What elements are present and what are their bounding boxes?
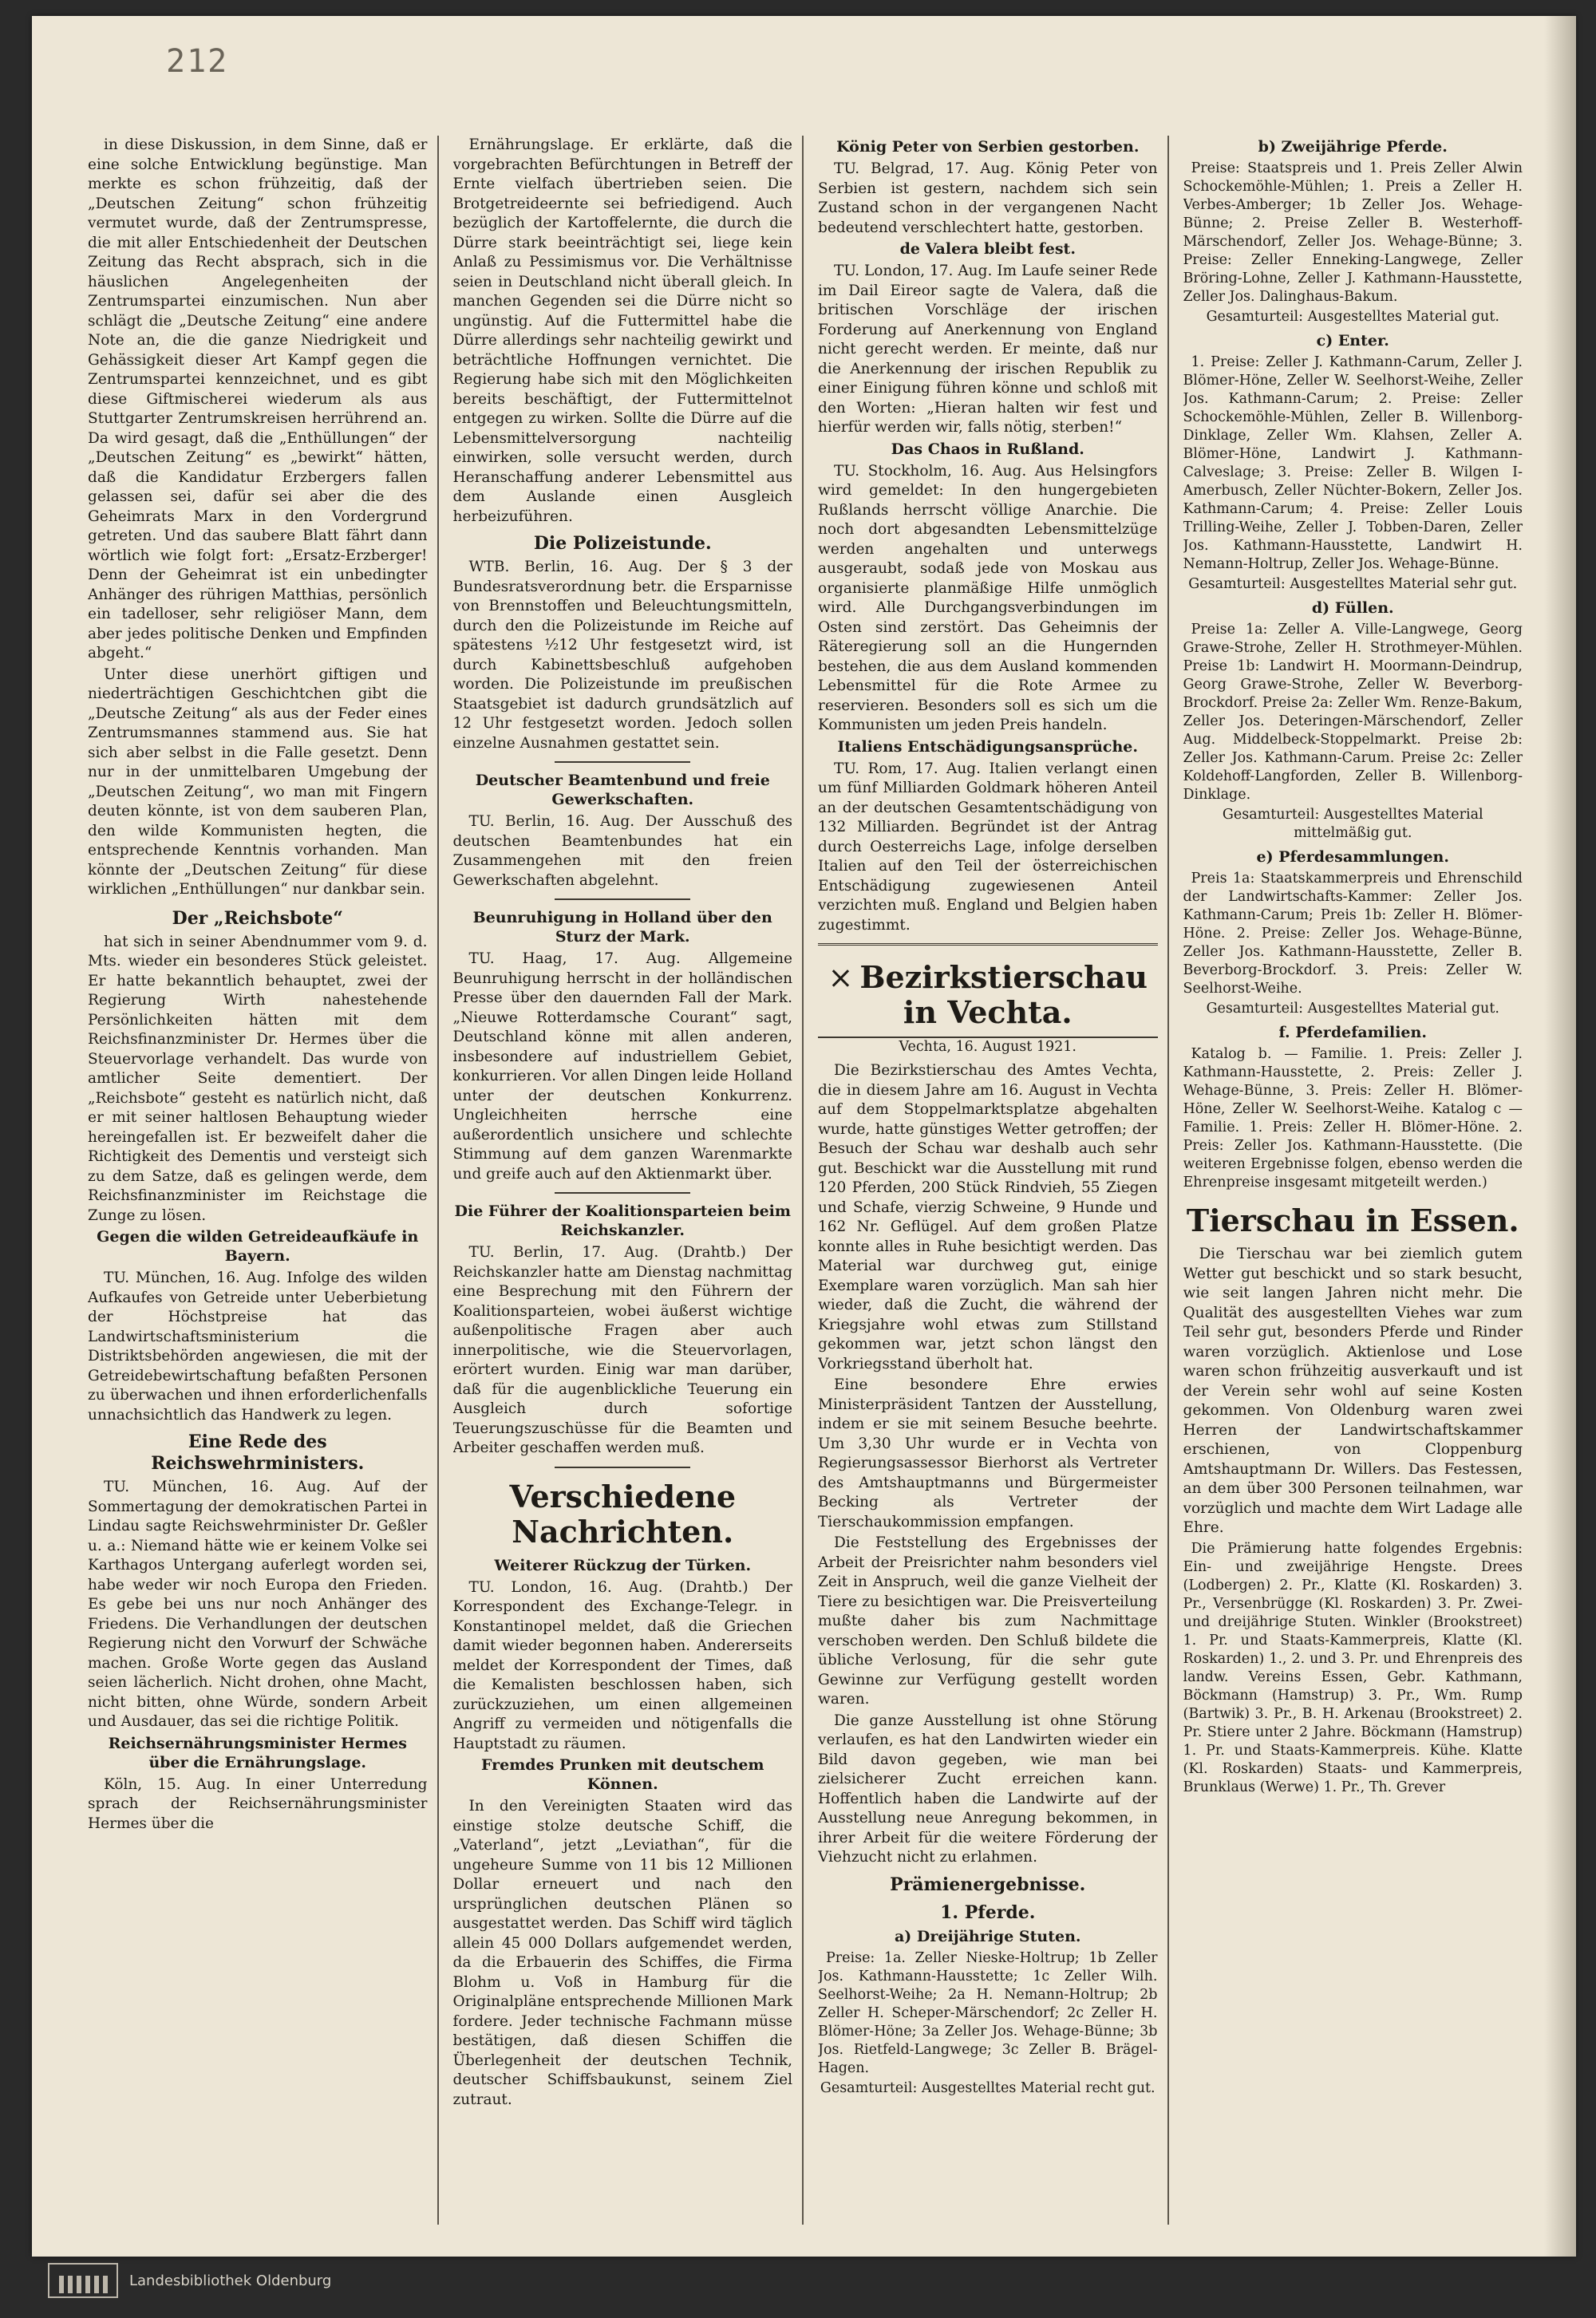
column-1 bbox=[88, 136, 439, 2225]
paragraph: Köln, 15. Aug. In einer Unterredung sprach der Reichsernährungsminister Hermes über die bbox=[88, 1775, 428, 1832]
result-list: 1. Preise: Zeller J. Kathmann-Carum, Zeller J. Blömer-Höne, Zeller W. Seelhorst-Weihe, Zeller Jos. Kathmann-Carum; 2. Preise: Zeller Schockemöhle-Mühlen, Zeller B. Willenborg-Dinklage, Zeller Wm. Klahsen, Zeller A. Blömer-Höne, Landwirt J. Kathmann-Calveslage; 3. Preise: Zeller B. Wilgen I-Amerbusch, Zeller Nüchter-Bokern, Zeller Jos. Kathmann-Carum; 4. Preise: Zeller Louis Trilling-Weihe, Zeller J. Tobben-Daren, Zeller Jos. Kathmann-Hausstette, Landwirt H. Nemann-Holtrup, Zeller Jos. Wehage-Bünne. bbox=[1183, 354, 1523, 572]
headline-getreideaufkaeufe: Gegen die wilden Getreideaufkäufe in Bayern. bbox=[97, 1228, 419, 1265]
headline-de-valera: de Valera bleibt fest. bbox=[899, 240, 1076, 258]
paragraph: Unter diese unerhört giftigen und niederträchtigen Geschichtchen gibt die „Deutsche Zeitung“ als aus der Feder eines Zentrumsmannes stammend aus. Sie hat sich aber selbst in die Falle gesetzt. Denn nur in der unmittelbaren Umgebung der „Deutschen Zeitung“, wo man mit Fingern deuten könnte, ist von dem sauberen Plan, den wilde Kommunisten hegten, die entsprechende Kenntnis vorhanden. Man könnte der „Deutschen Zeitung“ für diese wirklichen „Enthüllungen“ nur dankbar sein. bbox=[88, 665, 428, 898]
result-list: Preise: Staatspreis und 1. Preis Zeller Alwin Schockemöhle-Mühlen; 1. Preis a Zeller H. Verbes-Amberger; 1b Zeller Jos. Wehage-Bünne; 2. Preise Zeller B. Westerhoff-Märschendorf, Zeller Jos. Wehage-Bünne; 3. Preise: Zeller Enneking-Langwege, Zeller Bröring-Lohne, Zeller J. Kathmann-Hausstette, Zeller Jos. Dalinghaus-Bakum. bbox=[1183, 160, 1523, 305]
headline-verschiedene-nachrichten: Verschiedene Nachrichten. bbox=[509, 1478, 736, 1550]
viewer-footer bbox=[32, 2257, 1576, 2304]
headline-tuerken: Weiterer Rückzug der Türken. bbox=[494, 1556, 752, 1574]
headline-chaos-russland: Das Chaos in Rußland. bbox=[891, 440, 1084, 458]
result-list: Die Prämierung hatte folgendes Ergebnis: Ein- und zweijährige Hengste. Drees (Lodbergen) 2. Pr., Klatte (Kl. Roskarden) 3. Pr., Versenbrügge (Kl. Roskarden) 3. Pr. Zwei- und dreijährige Stuten. Winkler (Brookstreet) 1. Pr. und Staats-Kammerpreis, Klatte (Kl. Roskarden) 1., 2. und 3. Pr. und Ehrenpreis des landw. Vereins Essen, Gebr. Kathmann, Böckmann (Hamstrup) 3. Pr., Wm. Rump (Bartwik) 3. Pr., B. H. Arkenau (Brookstreet) 2. Pr. Stiere unter 2 Jahre. Böckmann (Hamstrup) 1. Pr. und Staats-Kammerpreis. Kühe. Klatte (Kl. Roskarden) Staats- und Kammerpreis, Brunklaus (Werwe) 1. Pr., Th. Grever bbox=[1183, 1540, 1523, 1795]
overall-rating: Gesamturteil: Ausgestelltes Material gut. bbox=[1206, 309, 1499, 325]
headline-bezirkstierschau bbox=[818, 960, 1158, 1030]
paragraph: In den Vereinigten Staaten wird das einstige stolze deutsche Schiff, die „Vaterland“, jetzt „Leviathan“, für die ungeheure Summe von 11 bis 12 Millionen Dollar erneuert und nach den ursprünglichen deutschen Plänen so ausgestattet werden. Das Schiff wird täglich allein 45 000 Dollars aufgemendet werden, da die Erbauerin des Schiffes, die Firma Blohm u. Voß in Hamburg für die Originalpläne entsprechende Millionen Mark fordere. Jeder technische Fachmann müsse bestätigen, daß diesen Schiffen die Überlegenheit der deutschen Technik, deutscher Schiffsbaukunst, seinem Ziel zutraut. bbox=[452, 1798, 792, 2108]
headline-fuellen: d) Füllen. bbox=[1311, 599, 1394, 617]
paragraph: TU. Belgrad, 17. Aug. König Peter von Serbien ist gestern, nachdem sich sein Zustand schon in der vergangenen Nacht bedeutend verschlechtert hatte, gestorben. bbox=[818, 160, 1158, 236]
headline-koenig-peter: König Peter von Serbien gestorben. bbox=[836, 138, 1140, 156]
column-3 bbox=[818, 136, 1169, 2225]
paragraph: TU. London, 17. Aug. Im Laufe seiner Rede im Dail Eireor sagte de Valera, daß die britischen Vorschläge der irischen Forderung auf Anerkennung von England nicht gerecht werden. Er meinte, daß nur die Anerkennung der irischen Republik zu einer Einigung führen könne und schloß mit den Worten: „Hieran halten wir fest und hierfür werden wir, falls nötig, sterben!“ bbox=[818, 263, 1158, 436]
headline-bezirkstierschau-text: Bezirkstierschau in Vechta. bbox=[859, 959, 1148, 1030]
section-bezirkstierschau bbox=[818, 943, 1158, 1038]
paragraph: WTB. Berlin, 16. Aug. Der § 3 der Bundesratsverordnung betr. die Ersparnisse von Brennstoffen und Beleuchtungsmitteln, durch den die Polizeistunde im Reiche auf spätestens ½12 Uhr festgesetzt wird, ist durch Kabinettsbeschluß aufgehoben worden. Die Polizeistunde im preußischen Staatsgebiet ist dadurch grundsätzlich auf 12 Uhr festgesetzt worden. Jedoch sollen einzelne Ausnahmen gestattet sein. bbox=[452, 559, 792, 752]
article-columns bbox=[88, 136, 1532, 2225]
paragraph: Die Bezirkstierschau des Amtes Vechta, die in diesem Jahre am 16. August in Vechta auf dem Stoppelmarktsplatze abgehalten wurde, hatte günstiges Wetter getroffen; der Besuch der Schau war deshalb auch sehr gut. Beschickt war die Ausstellung mit rund 120 Pferden, 200 Stück Rindvieh, 55 Ziegen und Schafe, vierzig Schweine, 9 Hunde und 162 Nr. Geflügel. Auf dem großen Platze konnte alles in Ruhe besichtigt werden. Das Material war durchweg gut, einige Exemplare waren vorzüglich. Man sah hier wieder, daß die Zucht, die während der Kriegsjahre wohl etwas zum Stillstand gekommen war, jetzt schon längst den Vorkriegsstand überholt hat. bbox=[818, 1062, 1158, 1372]
overall-rating: Gesamturteil: Ausgestelltes Material mittelmäßig gut. bbox=[1222, 807, 1483, 841]
headline-tierschau-essen: Tierschau in Essen. bbox=[1186, 1202, 1519, 1238]
headline-pferdefamilien: f. Pferdefamilien. bbox=[1278, 1024, 1427, 1041]
paragraph: TU. München, 16. Aug. Infolge des wilden Aufkaufes von Getreide unter Ueberbietung der Höchstpreise hat das Landwirtschaftsministerium die Distriktsbehörden angewiesen, die mit der Getreidebewirtschaftung befaßten Personen zu überwachen und ihnen erforderlichenfalls unnachsichtlich das Handwerk zu legen. bbox=[88, 1270, 428, 1424]
dateline: Vechta, 16. August 1921. bbox=[899, 1039, 1077, 1055]
paragraph: Die ganze Ausstellung ist ohne Störung verlaufen, es hat den Landwirten wieder ein Bild davon gegeben, wie man bei zielsicherer Zucht erreichen kann. Hoffentlich haben die Landwirte auf der Ausstellung neue Anregung bekommen, in ihrer Arbeit für die weitere Förderung der Viehzucht nicht zu erlahmen. bbox=[818, 1712, 1158, 1866]
article-deutsche-zeitung bbox=[88, 136, 428, 900]
divider bbox=[555, 1467, 690, 1468]
headline-pferdesammlungen: e) Pferdesammlungen. bbox=[1256, 848, 1449, 866]
headline-praemienergebnisse: Prämienergebnisse. bbox=[890, 1874, 1086, 1895]
library-name: Landesbibliothek Oldenburg bbox=[129, 2272, 332, 2289]
page-number: 212 bbox=[166, 43, 229, 80]
overall-rating: Gesamturteil: Ausgestelltes Material recht gut. bbox=[820, 2079, 1156, 2096]
page-spine-shadow bbox=[1544, 16, 1576, 2257]
paragraph: in diese Diskussion, in dem Sinne, daß er eine solche Entwicklung begünstige. Man merkte es schon frühzeitig, daß der „Deutschen Zeitung“ schon frühzeitig vermutet wurde, daß der Zentrumspresse, die mit aller Entschiedenheit der Deutschen Zeitung das Recht absprach, sich in die häuslichen Angelegenheiten der Zentrumspartei einzumischen. Nun aber schlägt die „Deutsche Zeitung“ eine andere Note an, die die ganze Niedrigkeit und Gehässigkeit dieser Art Kampf gegen die Zentrumspartei kennzeichnet, und es gibt diese Giftmischerei wiederum als aus Stuttgarter Zentrumskreisen herrührend an. Da wird gesagt, daß die „Enthüllungen“ der „Deutschen Zeitung“ es „bewirkt“ hätten, daß die Kandidatur Erzbergers fallen gelassen sei, dafür sei aber die des Geheimrats Marx in den Vordergrund getreten. Und das saubere Blatt fährt dann wörtlich wie folgt fort: „Ersatz-Erzberger! Denn der Geheimrat ist ein unbedingter Anhänger des rührigen Matthias, persönlich ein tadelloser, sehr religiöser Mann, dem aber jedes politische Denken und Empfinden abgeht.“ bbox=[88, 136, 428, 661]
headline-koalitionsparteien: Die Führer der Koalitionsparteien beim Reichskanzler. bbox=[454, 1202, 791, 1239]
headline-reichswehrminister: Eine Rede des Reichswehrministers. bbox=[151, 1431, 365, 1474]
headline-fremdes-prunken: Fremdes Prunken mit deutschem Können. bbox=[480, 1756, 764, 1793]
divider bbox=[555, 898, 690, 900]
library-logo-icon bbox=[48, 2263, 118, 2298]
paragraph: TU. Rom, 17. Aug. Italien verlangt einen um fünf Milliarden Goldmark höheren Anteil an der deutschen Gesamtentschädigung von 132 Milliarden. Begründet ist der Antrag durch Oesterreichs Lage, infolge derselben Italien auf den Teil der österreichischen Entschädigung zugewiesenen Anteil verzichten muß. England und Belgien haben zugestimmt. bbox=[818, 760, 1158, 934]
headline-beamtenbund: Deutscher Beamtenbund und freie Gewerkschaften. bbox=[475, 772, 770, 808]
paragraph: TU. London, 16. Aug. (Drahtb.) Der Korrespondent des Exchange-Telegr. in Konstantinopel meldet, daß die Griechen damit wieder begonnen haben. Andererseits meldet der Korrespondent der Times, daß die Kemalisten beschlossen haben, sich zurückzuziehen, um einen allgemeinen Angriff zu vermeiden und nötigenfalls die Hauptstadt zu räumen. bbox=[452, 1578, 792, 1752]
headline-italien: Italiens Entschädigungsansprüche. bbox=[837, 737, 1138, 756]
cross-mark-icon: × bbox=[828, 960, 854, 995]
headline-holland: Beunruhigung in Holland über den Sturz der Mark. bbox=[472, 909, 772, 946]
result-list: Preis 1a: Staatskammerpreis und Ehrenschild der Landwirtschafts-Kammer: Zeller Jos. Kathmann-Carum; Preis 1b: Zeller H. Blömer-Höne. 2. Preise: Zeller Jos. Wehage-Bünne, Zeller Jos. Kathmann-Hausstette, Zeller B. Beverborg-Brockdorf. 3. Preis: Zeller W. Seelhorst-Weihe. bbox=[1183, 871, 1523, 997]
paragraph: TU. Berlin, 17. Aug. (Drahtb.) Der Reichskanzler hatte am Dienstag nachmittag eine Besprechung mit den Führern der Koalitionsparteien, wobei äußerst wichtige außenpolitische Fragen aber auch innerpolitische, wie die Steuervorlagen, erörtert wurden. Einig war man darüber, daß für die augenblickliche Teuerung ein Ausgleich durch sofortige Teuerungszuschüsse für die Beamten und Arbeiter geschaffen werden muß. bbox=[452, 1244, 792, 1456]
paragraph: TU. Berlin, 16. Aug. Der Ausschuß des deutschen Beamtenbundes hat ein Zusammengehen mit den freien Gewerkschaften abgelehnt. bbox=[452, 813, 792, 889]
paragraph: TU. Haag, 17. Aug. Allgemeine Beunruhigung herrscht in der holländischen Presse über den dauernden Fall der Mark. „Nieuwe Rotterdamsche Courant“ sagt, Deutschland könne mit allen anderen, insbesondere auf industriellem Gebiet, konkurrieren. Vor allen Dingen leide Holland unter der deutschen Konkurrenz. Ungleichheiten herrsche eine außerordentlich unsichere und schlechte Stimmung auf dem ganzen Warenmarkte und greife auch auf den Aktienmarkt über. bbox=[452, 950, 792, 1183]
paragraph: Ernährungslage. Er erklärte, daß die vorgebrachten Befürchtungen in Betreff der Ernte vielfach übertrieben seien. Die Brotgetreideernte sei befriedigend. Auch bezüglich der Kartoffelernte, die durch die Dürre stark beeinträchtigt sei, liege kein Anlaß zu Pessimismus vor. Die Verhältnisse seien in Deutschland nicht überall gleich. In manchen Gegenden sei die Dürre nicht so ungünstig. Auf die Futtermittel habe die Dürre allerdings sehr nachteilig gewirkt und beträchtliche Hoffnungen vernichtet. Die Regierung habe sich mit den Möglichkeiten bereits beschäftigt, der Futtermittelnot entgegen zu wirken. Sollte die Dürre auf die Lebensmittelversorgung nachteilig einwirken, solle versucht werden, durch Heranschaffung anderer Lebensmittel aus dem Auslande einen Ausgleich herbeizuführen. bbox=[452, 136, 792, 525]
divider bbox=[555, 1192, 690, 1194]
headline-polizeistunde: Die Polizeistunde. bbox=[533, 533, 712, 554]
divider bbox=[555, 761, 690, 763]
paragraph: Die Feststellung des Ergebnisses der Arbeit der Preisrichter nahm besonders viel Zeit in Anspruch, weil die ganze Vielheit der Tiere zu besichtigen war. Die Preisverteilung mußte daher bis zum Nachmittage verschoben werden. Den Schluß bildete die übliche Verlosung, für die sehr gute Gewinne zur Verfügung gestellt worden waren. bbox=[818, 1534, 1158, 1708]
paragraph: TU. München, 16. Aug. Auf der Sommertagung der demokratischen Partei in Lindau sagte Reichswehrminister Dr. Geßler u. a.: Niemand hätte wie er keinem Volke sei Karthagos Untergang auferlegt worden sei, habe weder wir noch Europa den Frieden. Es gebe bei uns nur noch Anhänger des Friedens. Die Verhandlungen der deutschen Regierung nicht den Vorwurf der Schwäche machen. Große Worte gegen das Ausland seien lächerlich. Nicht drohen, ohne Macht, nicht bitten, ohne Würde, sondern Arbeit und Ausdauer, das sei die richtige Politik. bbox=[88, 1479, 428, 1730]
headline-hermes: Reichsernährungsminister Hermes über die Ernährungslage. bbox=[108, 1734, 407, 1771]
headline-enter: c) Enter. bbox=[1316, 332, 1389, 349]
headline-dreijaehrige-stuten: a) Dreijährige Stuten. bbox=[894, 1927, 1081, 1945]
headline-reichsbote: Der „Reichsbote“ bbox=[172, 907, 343, 929]
overall-rating: Gesamturteil: Ausgestelltes Material gut. bbox=[1206, 1001, 1499, 1017]
headline-zweijaehrige-pferde: b) Zweijährige Pferde. bbox=[1258, 138, 1448, 156]
headline-pferde: 1. Pferde. bbox=[940, 1901, 1036, 1923]
result-list: Preise 1a: Zeller A. Ville-Langwege, Georg Grawe-Strohe, Zeller H. Strothmeyer-Mühlen. Preise 1b: Landwirt H. Moormann-Deindrup, Georg Grawe-Strohe, Zeller W. Beverborg-Brockdorf. Preise 2a: Zeller Wm. Renze-Bakum, Zeller Jos. Deteringen-Märschendorf, Zeller Aug. Middelbeck-Stoppelmarkt. Preise 2b: Zeller Jos. Kathmann-Carum. Preise 2c: Zeller Koldehoff-Langforden, Zeller B. Willenborg-Dinklage. bbox=[1183, 622, 1523, 803]
column-2 bbox=[453, 136, 804, 2225]
paragraph: hat sich in seiner Abendnummer vom 9. d. Mts. wieder ein besonderes Stück geleistet. Er hatte bekanntlich behauptet, zwei der Regierung Wirth nahestehende Persönlichkeiten hätten mit dem Reichsfinanzminister Dr. Hermes über die Steuervorlage verhandelt. Das wurde von amtlicher Seite dementiert. Der „Reichsbote“ gesteht es natürlich nicht, daß er mit seiner haltlosen Behauptung wieder hereingefallen ist. Er bezweifelt daher die Richtigkeit des Dementis und versteigt sich zu dem Satze, daß es gelingen werde, dem Reichsfinanzminister im Reichstage die Zunge zu lösen. bbox=[88, 933, 428, 1224]
result-list: Preise: 1a. Zeller Nieske-Holtrup; 1b Zeller Jos. Kathmann-Hausstette; 1c Zeller Wilh. Seelhorst-Weihe; 2a H. Nemann-Holtrup; 2b Zeller H. Scheper-Märschendorf; 2c Zeller H. Blömer-Höne; 3a Zeller Jos. Wehage-Bünne; 3b Jos. Rietfeld-Langwege; 3c Zeller B. Brägel-Hagen. bbox=[818, 1949, 1158, 2076]
paragraph: TU. Stockholm, 16. Aug. Aus Helsingfors wird gemeldet: In den hungergebieten Rußlands herrscht völlige Anarchie. Die noch dort abgesandten Lebensmittelzüge werden angehalten und unterwegs ausgeraubt, sodaß jede von Moskau aus organisierte planmäßige Hilfe unmöglich wird. Alle Durchgangsverbindungen im Osten sind zerstört. Das Geheimnis der Räteregierung soll an die Hungernden bestehen, die aus dem Ausland kommenden Lebensmittel für die Rote Armee zu reservieren. Besonders soll es sich um die Kommunisten um jeden Preis handeln. bbox=[818, 462, 1158, 733]
overall-rating: Gesamturteil: Ausgestelltes Material sehr gut. bbox=[1188, 576, 1518, 592]
column-4 bbox=[1183, 136, 1533, 2225]
paragraph: Eine besondere Ehre erwies Ministerpräsident Tantzen der Ausstellung, indem er sie mit seinem Besuche beehrte. Um 3,30 Uhr wurde er in Vechta von Regierungsassessor Bierhorst als Vertreter des Amtshauptmanns und Bürgermeister Becking als Vertreter der Tierschaukommission empfangen. bbox=[818, 1376, 1158, 1530]
paragraph: Die Tierschau war bei ziemlich gutem Wetter gut beschickt und so stark besucht, wie seit langen Jahren nicht mehr. Die Qualität des ausgestellten Viehes war zum Teil sehr gut, besonders Pferde und Rinder waren vorzüglich. Aktienlose und Lose waren schon frühzeitig ausverkauft und ist der Verein sehr wohl auf seine Kosten gekommen. Von Oldenburg waren zwei Herren der Landwirtschaftskammer erschienen, von Cloppenburg Amtshauptmann Dr. Willers. Das Festessen, an dem über 300 Personen teilnahmen, war vorzüglich und machte dem Wirt Ladage alle Ehre. bbox=[1183, 1246, 1523, 1536]
result-list: Katalog b. — Familie. 1. Preis: Zeller J. Kathmann-Hausstette, 2. Preis: Zeller J. Wehage-Bünne, 3. Preis: Zeller H. Blömer-Höne, Zeller W. Seelhorst-Weihe. Katalog c — Familie. 1. Preis: Zeller H. Blömer-Höne. 2. Preis: Zeller Jos. Kathmann-Hausstette. (Die weiteren Ergebnisse folgen, ebenso werden die Ehrenpreise insgesamt mitgeteilt werden.) bbox=[1183, 1046, 1523, 1191]
newspaper-page bbox=[32, 16, 1576, 2257]
